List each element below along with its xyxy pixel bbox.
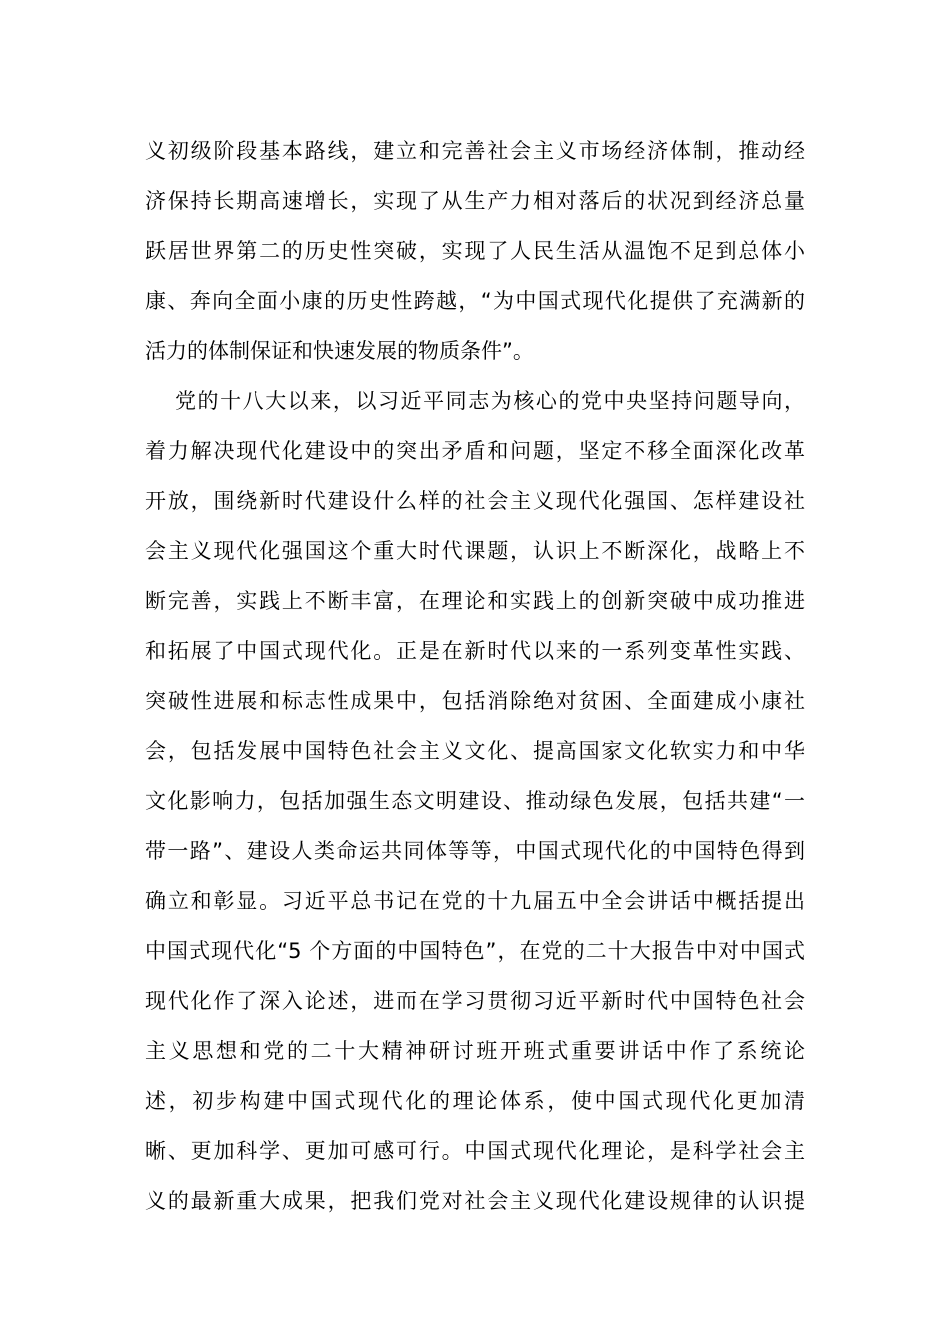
paragraph-line: 着力解决现代化建设中的突出矛盾和问题，坚定不移全面深化改革 (145, 439, 805, 463)
paragraph-line: 断完善，实践上不断丰富，在理论和实践上的创新突破中成功推进 (145, 589, 805, 613)
paragraph-line: 和拓展了中国式现代化。正是在新时代以来的一系列变革性实践、 (145, 639, 805, 663)
paragraph-line: 文化影响力，包括加强生态文明建设、推动绿色发展，包括共建“一 (145, 789, 805, 813)
paragraph-line: 会主义现代化强国这个重大时代课题，认识上不断深化，战略上不 (145, 539, 805, 563)
paragraph-1 (145, 126, 805, 376)
paragraph-line: 济保持长期高速增长，实现了从生产力相对落后的状况到经济总量 (145, 189, 805, 213)
paragraph-line: 述，初步构建中国式现代化的理论体系，使中国式现代化更加清 (145, 1089, 805, 1113)
paragraph-line: 晰、更加科学、更加可感可行。中国式现代化理论，是科学社会主 (145, 1139, 805, 1163)
paragraph-line: 确立和彰显。习近平总书记在党的十九届五中全会讲话中概括提出 (145, 889, 805, 913)
paragraph-line: 活力的体制保证和快速发展的物质条件”。 (145, 339, 534, 363)
paragraph-2 (145, 376, 805, 1226)
paragraph-line: 突破性进展和标志性成果中，包括消除绝对贫困、全面建成小康社 (145, 689, 805, 713)
paragraph-line: 跃居世界第二的历史性突破，实现了人民生活从温饱不足到总体小 (145, 239, 805, 263)
paragraph-line: 带一路”、建设人类命运共同体等等，中国式现代化的中国特色得到 (145, 839, 805, 863)
paragraph-line: 中国式现代化“5 个方面的中国特色”，在党的二十大报告中对中国式 (145, 939, 805, 963)
paragraph-line: 主义思想和党的二十大精神研讨班开班式重要讲话中作了系统论 (145, 1039, 805, 1063)
paragraph-line: 康、奔向全面小康的历史性跨越，“为中国式现代化提供了充满新的 (145, 289, 805, 313)
paragraph-line: 义初级阶段基本路线，建立和完善社会主义市场经济体制，推动经 (145, 139, 805, 163)
paragraph-line: 义的最新重大成果，把我们党对社会主义现代化建设规律的认识提 (145, 1189, 805, 1213)
paragraph-line: 会，包括发展中国特色社会主义文化、提高国家文化软实力和中华 (145, 739, 805, 763)
paragraph-line: 开放，围绕新时代建设什么样的社会主义现代化强国、怎样建设社 (145, 489, 805, 513)
paragraph-line: 现代化作了深入论述，进而在学习贯彻习近平新时代中国特色社会 (145, 989, 805, 1013)
paragraph-line: 党的十八大以来，以习近平同志为核心的党中央坚持问题导向， (175, 389, 805, 413)
